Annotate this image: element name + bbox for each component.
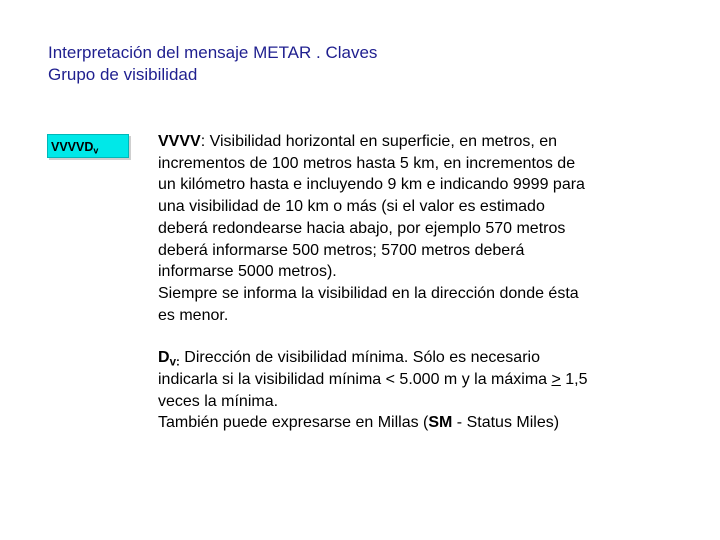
visibility-line-3: un kilómetro hasta e incluyendo 9 km e indicando 9999 para (158, 176, 585, 194)
direction-text-4-pre: También puede expresarse en Millas ( (158, 414, 429, 432)
direction-text-1: Dirección de visibilidad mínima. Sólo es necesario (179, 349, 540, 367)
visibility-definition (158, 131, 650, 326)
code-label-main: VVVVD (51, 140, 94, 154)
visibility-text-1: : Visibilidad horizontal en superficie, en metros, en (200, 133, 558, 150)
code-label-subscript: v (93, 145, 99, 156)
visibility-term: VVVV (158, 133, 201, 150)
title-line-2: Grupo de visibilidad (48, 65, 198, 84)
visibility-line-2: incrementos de 100 metros hasta 5 km, en incrementos de (158, 154, 576, 172)
visibility-line-6: deberá informarse 500 metros; 5700 metros deberá (158, 241, 525, 259)
direction-line-4 (158, 412, 650, 434)
code-group-label (47, 134, 129, 158)
direction-text-2-pre: indicarla si la visibilidad mínima < 5.000 m y la máxima (158, 371, 552, 389)
visibility-line-5: deberá redondearse hacia abajo, por ejemplo 570 metros (158, 219, 566, 237)
slide-title (48, 42, 608, 86)
visibility-line-4: una visibilidad de 10 km o más (si el valor es estimado (158, 198, 545, 216)
direction-text-2-post: 1,5 (560, 371, 588, 389)
sm-abbreviation: SM (428, 414, 453, 432)
title-line-1: Interpretación del mensaje METAR . Claves (48, 43, 378, 62)
direction-line-1 (158, 347, 650, 369)
direction-definition (158, 347, 650, 434)
visibility-line-1 (158, 131, 650, 153)
direction-term-subscript: v: (169, 356, 180, 369)
direction-line-2 (158, 369, 650, 391)
visibility-note-line-1: Siempre se informa la visibilidad en la dirección donde ésta (158, 284, 579, 302)
definitions-body (158, 131, 650, 434)
direction-term (158, 349, 180, 369)
greater-equal-symbol: > (551, 371, 561, 389)
visibility-line-7: informarse 5000 metros). (158, 263, 337, 281)
direction-text-4-post: - Status Miles) (452, 414, 560, 432)
direction-line-3: veces la mínima. (158, 392, 279, 410)
visibility-note-line-2: es menor. (158, 306, 229, 324)
direction-term-main: D (158, 349, 170, 367)
